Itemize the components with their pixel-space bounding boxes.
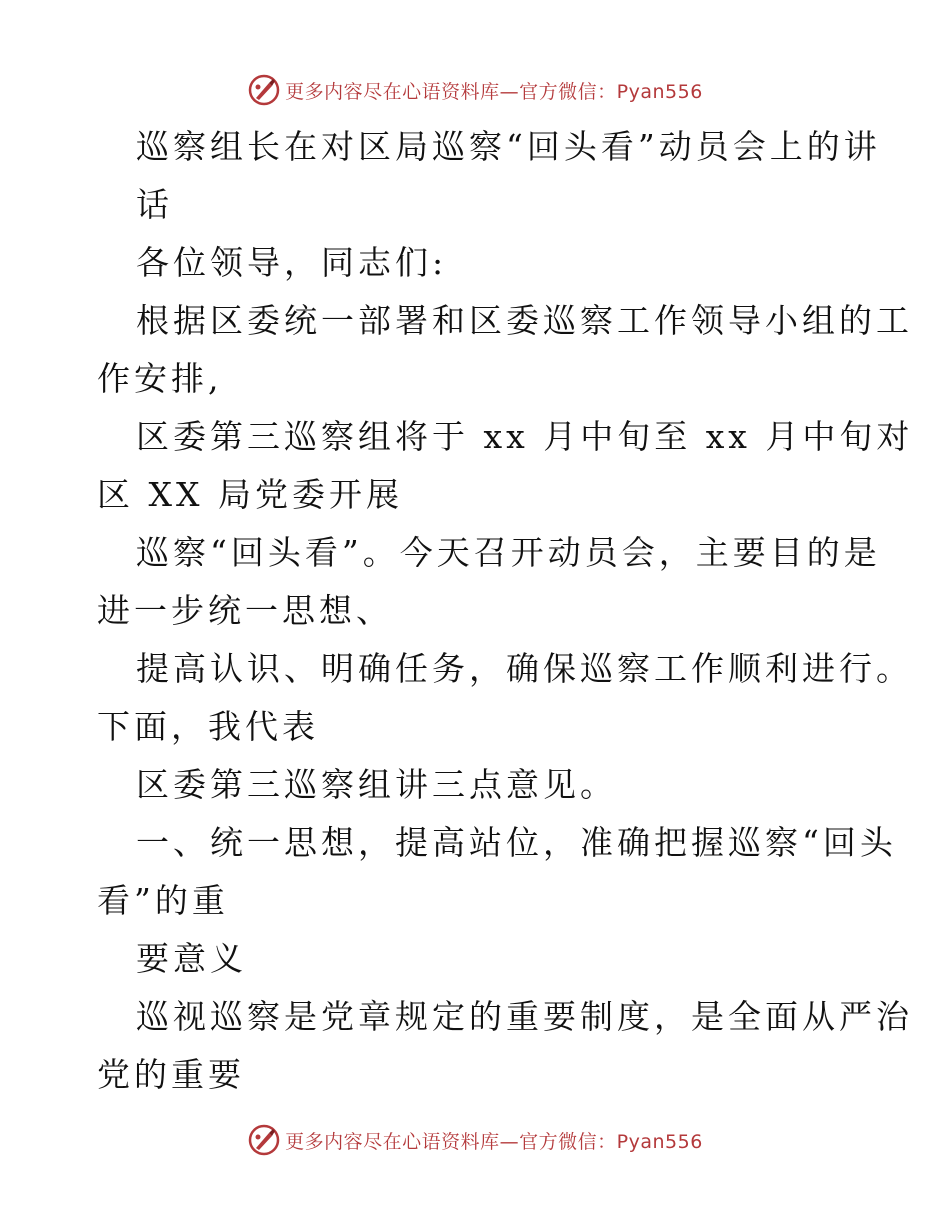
footer-banner — [0, 1120, 950, 1160]
footer-banner-text: 更多内容尽在心语资料库—官方微信：Pyan556 — [285, 1130, 703, 1153]
document-body — [97, 118, 914, 1104]
text-line: 作安排, — [97, 359, 223, 398]
text-line: 区 XX 局党委开展 — [97, 475, 403, 514]
text-line: 各位领导，同志们: — [136, 243, 448, 282]
text-line: 巡视巡察是党章规定的重要制度，是全面从严治 — [136, 997, 913, 1036]
header-banner-text: 更多内容尽在心语资料库—官方微信：Pyan556 — [285, 80, 703, 103]
pen-logo-icon — [247, 73, 281, 107]
text-line: 话 — [136, 185, 173, 224]
text-line: 区委第三巡察组讲三点意见。 — [136, 765, 617, 804]
text-line: 巡察组长在对区局巡察“回头看”动员会上的讲 — [136, 127, 881, 166]
text-line: 区委第三巡察组将于 xx 月中旬至 xx 月中旬对 — [136, 417, 914, 456]
text-line: 看”的重 — [97, 881, 229, 920]
text-line: 提高认识、明确任务，确保巡察工作顺利进行。 — [136, 649, 913, 688]
text-line: 根据区委统一部署和区委巡察工作领导小组的工 — [136, 301, 913, 340]
text-line: 下面，我代表 — [97, 707, 319, 746]
text-line: 巡察“回头看”。今天召开动员会，主要目的是 — [136, 533, 881, 572]
text-line: 进一步统一思想、 — [97, 591, 393, 630]
header-banner — [0, 70, 950, 110]
pen-logo-icon — [247, 1123, 281, 1157]
text-line: 党的重要 — [97, 1055, 245, 1094]
text-line: 要意义 — [136, 939, 247, 978]
text-line: 一、统一思想，提高站位，准确把握巡察“回头 — [136, 823, 897, 862]
